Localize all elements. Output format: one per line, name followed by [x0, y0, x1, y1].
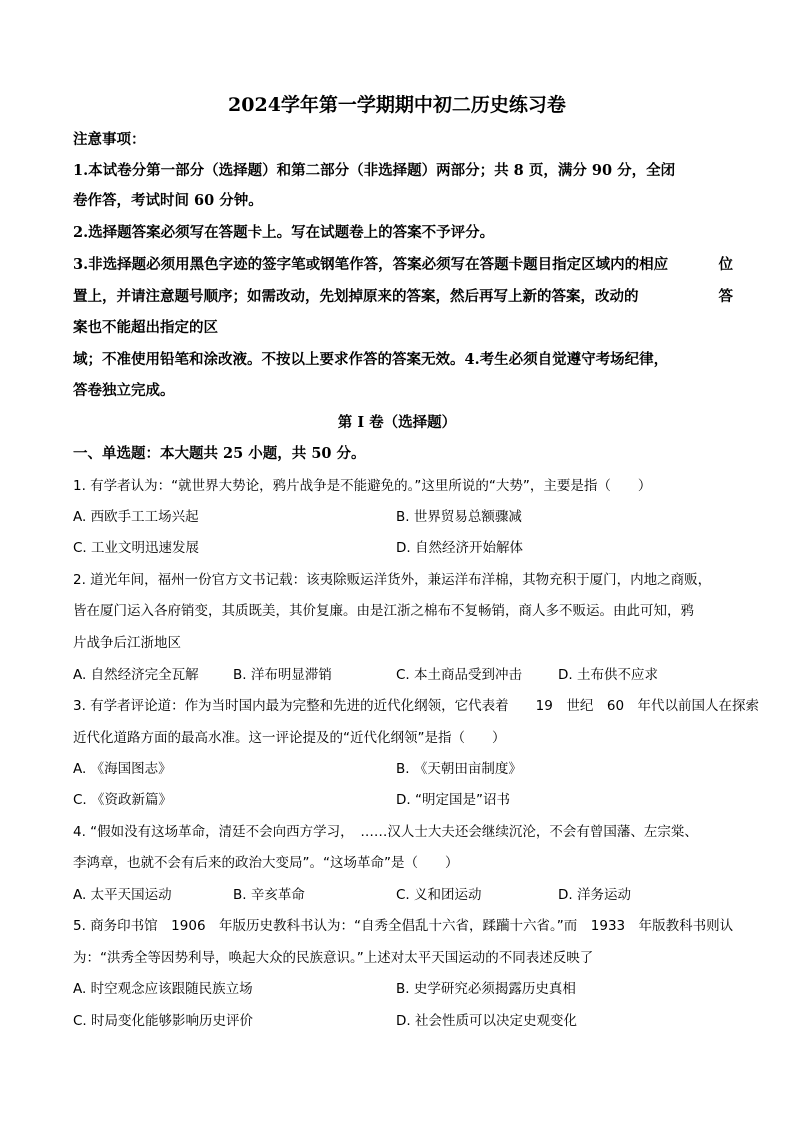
- notice-line-4: [73, 255, 733, 275]
- question-3-option-c: C. 《资政新篇》: [73, 792, 173, 808]
- notice-line-5: [73, 287, 733, 307]
- section1-title: 一、单选题：本大题共 25 小题，共 50 分。: [73, 445, 366, 462]
- question-4-stem-line-2: 李鸿章，也就不会有后来的政治大变局”。“这场革命”是（ ）: [73, 855, 459, 871]
- question-1-option-d: D. 自然经济开始解体: [396, 540, 523, 556]
- question-2-stem-line-1: 2. 道光年间，福州一份官方文书记载：该夷除贩运洋货外，兼运洋布洋棉，其物充积于厦门，内地之商贩，: [73, 572, 712, 588]
- notice-line-5-tail: 答: [718, 288, 733, 305]
- question-1-option-b: B. 世界贸易总额骤减: [396, 509, 522, 525]
- question-4-option-d: D. 洋务运动: [558, 887, 631, 903]
- question-4-stem-line-1: 4. “假如没有这场革命，清廷不会向西方学习， ……汉人士大夫还会继续沉沦，不会有曾国藩、左宗棠、: [73, 824, 698, 840]
- notice-line-2: 卷作答，考试时间 60 分钟。: [73, 192, 263, 209]
- notice-line-1: 1.本试卷分第一部分（选择题）和第二部分（非选择题）两部分；共 8 页，满分 90 分，全闭: [73, 162, 676, 179]
- question-3-stem-line-1: 3. 有学者评论道：作为当时国内最为完整和先进的近代化纲领，它代表着 19 世纪 60 年代以前国人在探索: [73, 698, 760, 714]
- notice-line-4-tail: 位: [718, 256, 733, 273]
- notice-line-5-text: 置上，并请注意题号顺序；如需改动，先划掉原来的答案，然后再写上新的答案，改动的: [73, 288, 639, 305]
- question-3-option-d: D. “明定国是”诏书: [396, 792, 510, 808]
- notice-line-7: 域；不准使用铅笔和涂改液。不按以上要求作答的答案无效。4.考生必须自觉遵守考场纪律，: [73, 351, 669, 368]
- notice-line-3: 2.选择题答案必须写在答题卡上。写在试题卷上的答案不予评分。: [73, 224, 495, 241]
- part1-title: 第 I 卷（选择题）: [337, 414, 457, 431]
- question-2-option-a: A. 自然经济完全瓦解: [73, 667, 199, 683]
- question-2-stem-line-2: 皆在厦门运入各府销变，其质既美，其价复廉。由是江浙之棉布不复畅销，商人多不贩运。由此可知，鸦: [73, 603, 694, 619]
- question-5-stem-line-1: 5. 商务印书馆 1906 年版历史教科书认为：“自秀全倡乱十六省，蹂躏十六省。”而 1933 年版教科书则认: [73, 918, 734, 934]
- question-1-stem: 1. 有学者认为：“就世界大势论，鸦片战争是不能避免的。”这里所说的“大势”，主要是指（ ）: [73, 478, 652, 494]
- question-3-stem-line-2: 近代化道路方面的最高水准。这一评论提及的“近代化纲领”是指（ ）: [73, 730, 506, 746]
- question-5-option-b: B. 史学研究必须揭露历史真相: [396, 981, 576, 997]
- question-4-option-a: A. 太平天国运动: [73, 887, 172, 903]
- question-5-option-c: C. 时局变化能够影响历史评价: [73, 1013, 254, 1029]
- notice-line-4-text: 3.非选择题必须用黑色字迹的签字笔或钢笔作答，答案必须写在答题卡题目指定区域内的相应: [73, 256, 669, 273]
- question-5-option-d: D. 社会性质可以决定史观变化: [396, 1013, 577, 1029]
- notice-heading: 注意事项：: [73, 131, 146, 148]
- question-5-option-a: A. 时空观念应该跟随民族立场: [73, 981, 253, 997]
- exam-title: 2024学年第一学期期中初二历史练习卷: [228, 94, 566, 116]
- notice-line-6: 案也不能超出指定的区: [73, 319, 218, 336]
- question-2-option-c: C. 本土商品受到冲击: [396, 667, 523, 683]
- question-1-option-a: A. 西欧手工工场兴起: [73, 509, 199, 525]
- question-3-option-b: B. 《天朝田亩制度》: [396, 761, 522, 777]
- question-5-stem-line-2: 为：“洪秀全等因势利导，唤起大众的民族意识。”上述对太平天国运动的不同表述反映了: [73, 950, 594, 966]
- question-2-stem-line-3: 片战争后江浙地区: [73, 635, 181, 651]
- question-2-option-d: D. 土布供不应求: [558, 667, 658, 683]
- question-4-option-c: C. 义和团运动: [396, 887, 482, 903]
- question-2-option-b: B. 洋布明显滞销: [233, 667, 332, 683]
- notice-line-8: 答卷独立完成。: [73, 382, 175, 399]
- question-4-option-b: B. 辛亥革命: [233, 887, 305, 903]
- question-3-option-a: A. 《海国图志》: [73, 761, 172, 777]
- question-1-option-c: C. 工业文明迅速发展: [73, 540, 200, 556]
